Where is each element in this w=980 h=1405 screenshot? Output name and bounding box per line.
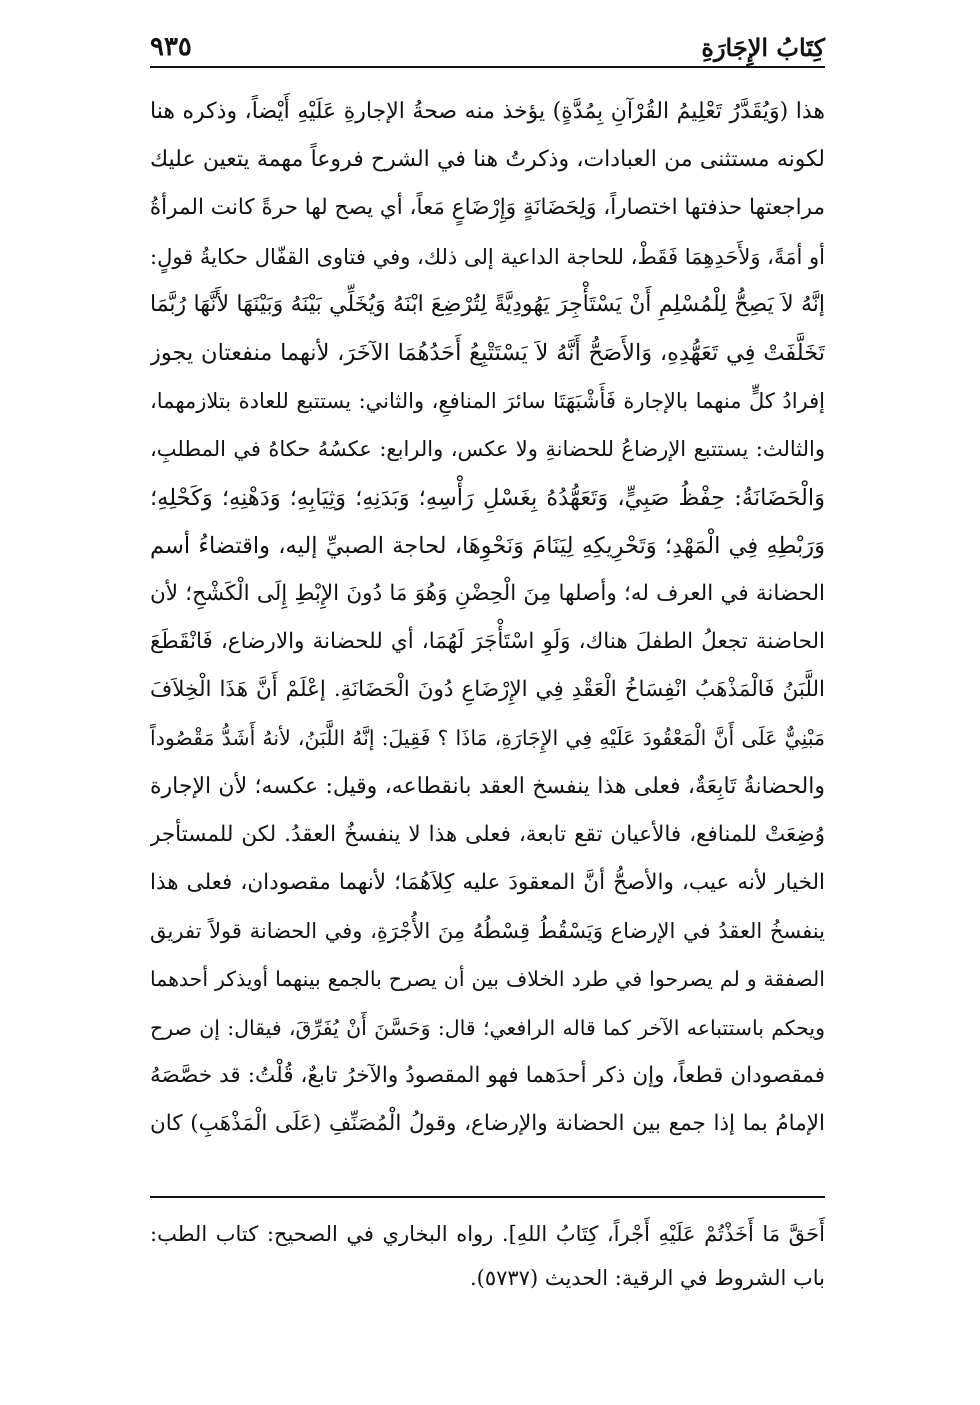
chapter-title: كِتَابُ الإِجَارَةِ [701,33,825,62]
text-line: إنَّهُ لاَ يَصِحُّ لِلْمُسْلِمِ أَنْ يَسْتَأْجِرَ يَهُودِيَّةً لِتُرْضِعَ ابْنَهُ وَيُخَلِّي بَيْنَهُ وَبَيْنَهَا لأَنَّهَا رُبَّمَا [150,291,825,317]
text-line: الحاضنة تجعلُ الطفلَ هناك، وَلَوِ اسْتَأْجَرَ لَهُمَا، أي للحضانة والارضاع، فَانْقَطَعَ [150,629,825,655]
text-line: إفرادُ كلٍّ منهما بالإجارة فَأَشْبَهَتَا سائرَ المنافعِ، والثاني: يستتبع للعادة بتلازمهما، [150,389,825,414]
text-line: أو أمَةً، وَلأَحَدِهِمَا فَقَطْ، للحاجة الداعية إلى ذلك، وفي فتاوى القفّال حكايةُ قولٍ: [150,244,825,269]
footnote-line: أَحَقَّ مَا أَخَذْتُمْ عَلَيْهِ أَجْراً، كِتَابُ اللهِ]. رواه البخاري في الصحيح: كتاب الطب: [150,1222,825,1246]
text-line: الخيار لأنه عيب، والأصحُّ أنَّ المعقودَ عليه كِلاَهُمَا؛ لأنهما مقصودان، فعلى هذا [150,870,825,895]
main-text [150,88,825,1148]
text-line: مَبْنِيٌّ عَلَى أَنَّ الْمَعْقُودَ عَلَيْهِ فِي الإِجَارَةِ، مَاذَا ؟ فَقِيلَ: إنَّهُ اللَّبَنُ، لأنهُ أَشَدُّ مَقْصُوداً [150,726,825,751]
footnote-separator [150,1196,825,1198]
text-line: والثالث: يستتبع الإرضاعُ للحضانةِ ولا عكس، والرابع: عكسُهُ حكاهُ في المطلبِ، [150,437,825,462]
text-line: وُضِعَتْ للمنافع، فالأعيان تقع تابعة، فعلى هذا لا ينفسخُ العقدُ. لكن للمستأجر [150,821,825,847]
text-line: الحضانة في العرف له؛ وأصلها مِنَ الْحِضْنِ وَهُوَ مَا دُونَ الإِبْطِ إِلَى الْكَشْحِ؛ لأن [150,580,825,606]
page-number: ٩٣٥ [150,32,192,62]
text-line: وَرَبْطِهِ فِي الْمَهْدِ؛ وَتَحْرِيكِهِ لِيَنَامَ وَنَحْوِهَا، لحاجة الصبيِّ إليه، واقتضاءُ أسم [150,532,825,559]
text-line: الصفقة و لم يصرحوا في طرد الخلاف بين أن يصرح بالجمع بينهما أويذكر أحدهما [150,967,825,992]
text-line: ويحكم باستتباعه الآخر كما قاله الرافعي؛ قال: وَحَسَّنَ أَنْ يُفَرِّقَ، فيقال: إن صرح [150,1015,825,1040]
footnote-line: باب الشروط في الرقية: الحديث (٥٧٣٧). [469,1266,825,1290]
text-line: فمقصودان قطعاً، وإن ذكر أحدَهما فهو المقصودُ والآخرُ تابعٌ، قُلْتُ: قد خصَّصَهُ [150,1062,825,1088]
text-line: اللَّبَنُ فَالْمَذْهَبُ انْفِسَاخُ الْعَقْدِ فِي الإِرْضَاعِ دُونَ الْحَضَانَةِ. إعْلَمْ أَنَّ هَذَا الْخِلاَفَ [150,677,825,703]
text-line: وَالْحَضَانَةُ: حِفْظُ صَبِيٍّ، وَتَعَهُّدُهُ بِغَسْلِ رَأْسِهِ؛ وَبَدَنِهِ؛ وَثِيَابِهِ؛ وَدَهْنِهِ؛ وَكَحْلِهِ؛ [150,484,825,511]
text-line: ينفسخُ العقدُ في الإرضاع وَيَسْقُطُ قِسْطُهُ مِنَ الأُجْرَةِ، وفي الحضانة قولاً تفريق [150,919,825,944]
footnote [150,1212,825,1300]
text-line: والحضانةُ تَابِعَةٌ، فعلى هذا ينفسخ العقد بانقطاعه، وقيل: عكسه؛ لأن الإجارة [150,773,825,799]
text-line: تَخَلَّفَتْ فِي تَعَهُّدِهِ، وَالأَصَحُّ أَنَّهُ لاَ يَسْتَتْبِعُ أَحَدُهُمَا الآخَرَ، لأنهما منفعتان يجوز [150,339,825,366]
running-header [150,22,825,68]
text-line: الإمامُ بما إذا جمع بين الحضانة والإرضاع، وقولُ الْمُصَنِّفِ (عَلَى الْمَذْهَبِ) كان [150,1110,825,1136]
text-line: هذا (وَيُقَدَّرُ تَعْلِيمُ القُرْآنِ بِمُدَّةٍ) يؤخذ منه صحةُ الإجارةِ عَلَيْهِ أَيْضاً، وذكره هنا [150,99,825,124]
text-line: لكونه مستثنى من العبادات، وذكرتُ هنا في الشرح فروعاً مهمة يتعين عليك [150,147,825,173]
text-line: مراجعتها حذفتها اختصاراً، وَلِحَضَانَةٍ وَإِرْضَاعٍ مَعاً، أي يصح لها حرةً كانت المرأةُ [150,195,825,221]
